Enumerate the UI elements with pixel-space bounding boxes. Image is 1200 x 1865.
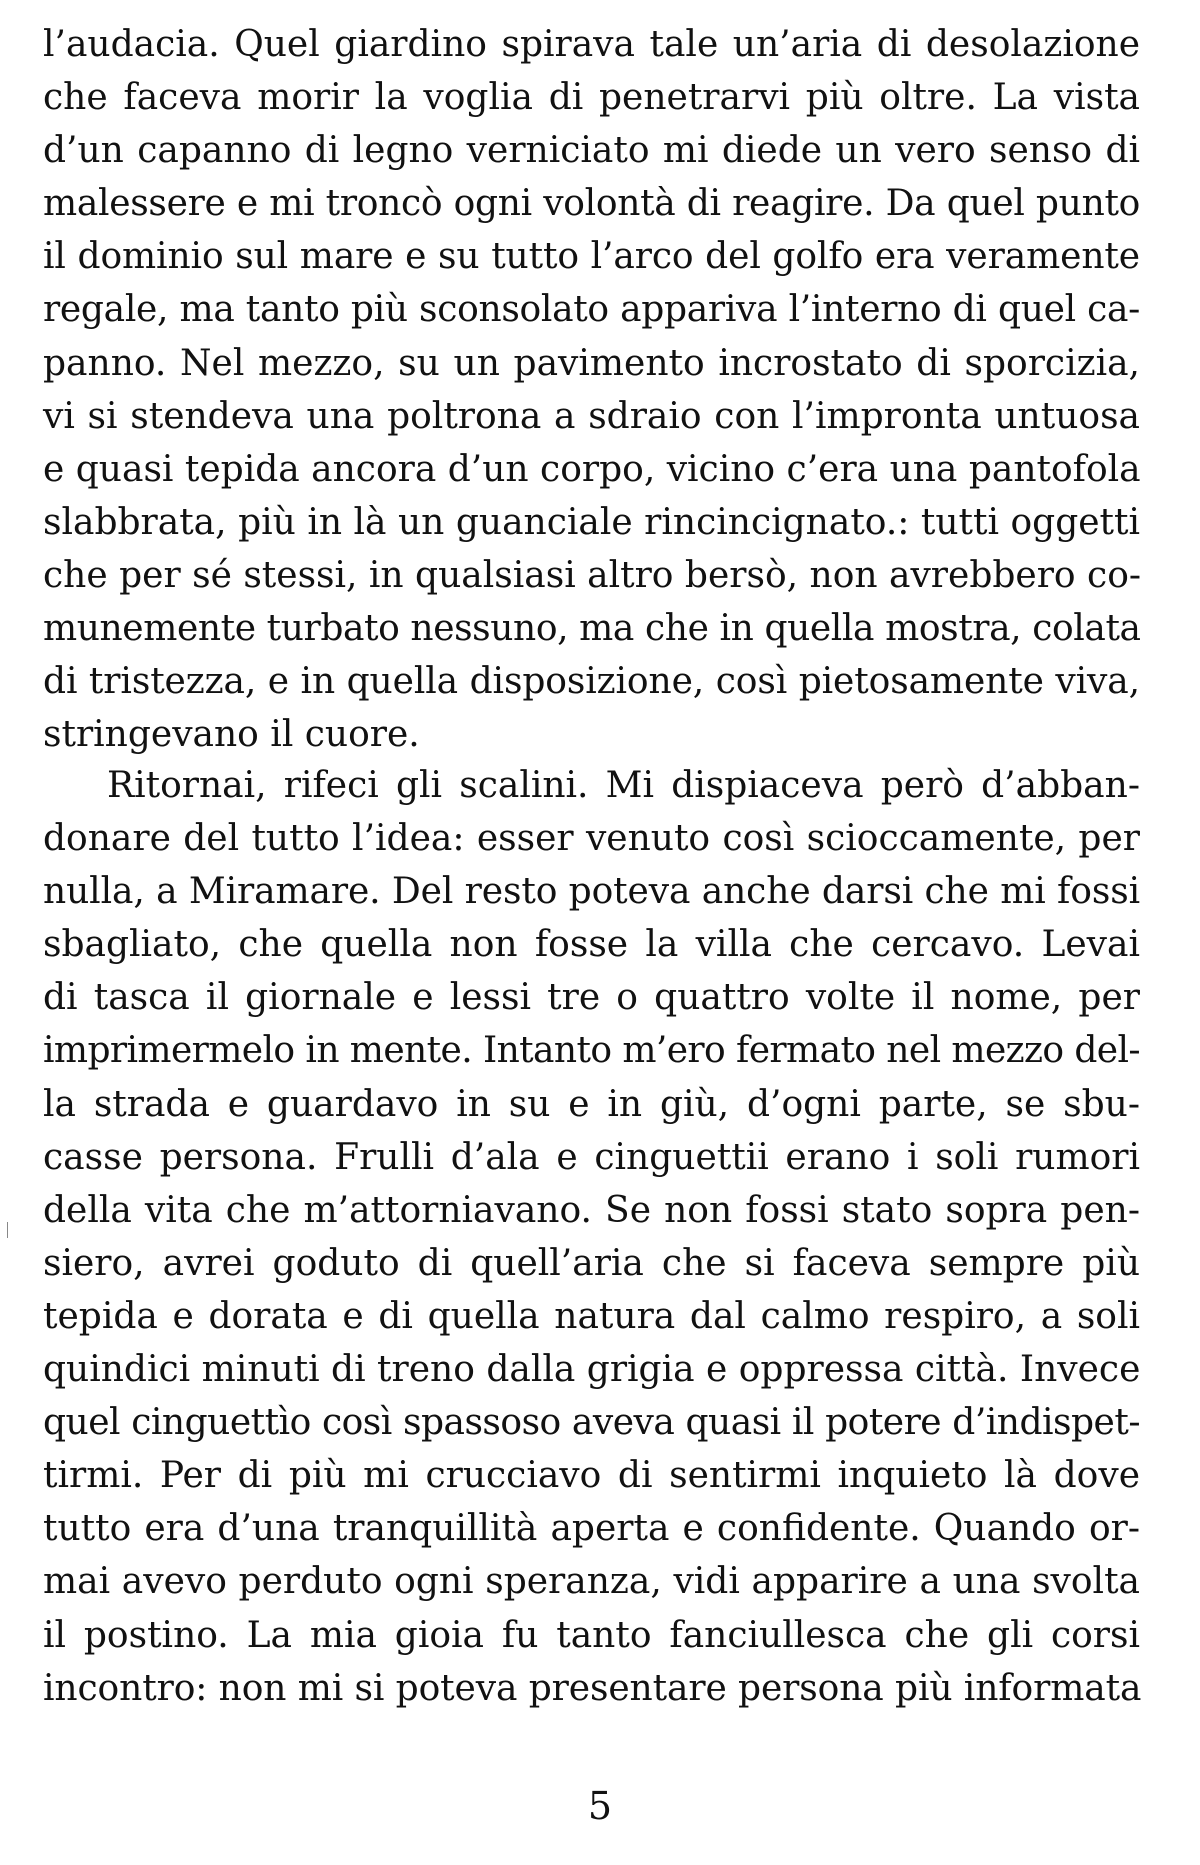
text-line: quindici minuti di treno dalla grigia e oppressa città. Invece	[43, 1349, 1141, 1391]
text-line: tepida e dorata e di quella natura dal calmo respiro, a soli	[43, 1295, 1140, 1337]
text-line: regale, ma tanto più sconsolato appariva l’interno di quel ca-	[43, 289, 1140, 331]
text-line: della vita che m’attorniavano. Se non fossi stato sopra pen-	[43, 1189, 1140, 1231]
paragraph-1	[43, 18, 1140, 761]
text-line: panno. Nel mezzo, su un pavimento incrostato di sporcizia,	[43, 342, 1140, 384]
text-line: la strada e guardavo in su e in giù, d’ogni parte, se sbu-	[43, 1083, 1140, 1125]
text-line: d’un capanno di legno verniciato mi diede un vero senso di	[43, 130, 1140, 172]
text-line: tutto era d’una tranquillità aperta e confidente. Quando or-	[43, 1508, 1140, 1550]
text-line: che faceva morir la voglia di penetrarvi più oltre. La vista	[43, 77, 1140, 119]
text-line: casse persona. Frulli d’ala e cinguettii erano i soli rumori	[43, 1136, 1140, 1178]
text-line: stringevano il cuore.	[43, 714, 420, 756]
text-line: slabbrata, più in là un guanciale rincincignato.: tutti oggetti	[43, 501, 1140, 543]
text-line: incontro: non mi si poteva presentare persona più informata	[43, 1667, 1142, 1709]
text-line: tirmi. Per di più mi crucciavo di sentirmi inquieto là dove	[43, 1455, 1140, 1497]
text-line: donare del tutto l’idea: esser venuto così scioccamente, per	[43, 818, 1140, 860]
text-line: che per sé stessi, in qualsiasi altro bersò, non avrebbero co-	[43, 554, 1142, 596]
text-line: nulla, a Miramare. Del resto poteva anche darsi che mi fossi	[43, 871, 1140, 913]
text-line: mai avevo perduto ogni speranza, vidi apparire a una svolta	[43, 1561, 1140, 1603]
paragraph-2	[43, 759, 1140, 1715]
text-line: Ritornai, rifeci gli scalini. Mi dispiaceva però d’abban-	[107, 765, 1140, 806]
text-line: l’audacia. Quel giardino spirava tale un’aria di desolazione	[43, 24, 1140, 65]
text-line: e quasi tepida ancora d’un corpo, vicino c’era una pantofola	[43, 448, 1141, 490]
text-line: imprimermelo in mente. Intanto m’ero fermato nel mezzo del-	[43, 1030, 1140, 1072]
text-line: il dominio sul mare e su tutto l’arco del golfo era veramente	[43, 236, 1140, 278]
text-line: malessere e mi troncò ogni volontà di reagire. Da quel punto	[43, 183, 1140, 225]
text-line: quel cinguettìo così spassoso aveva quasi il potere d’indispet-	[43, 1402, 1140, 1444]
text-line: di tasca il giornale e lessi tre o quattro volte il nome, per	[43, 977, 1140, 1019]
text-line: siero, avrei goduto di quell’aria che si faceva sempre più	[43, 1242, 1140, 1284]
page-number: 5	[587, 1784, 613, 1828]
text-line: vi si stendeva una poltrona a sdraio con l’impronta untuosa	[43, 395, 1140, 437]
margin-mark	[7, 1222, 8, 1238]
text-line: il postino. La mia gioia fu tanto fanciullesca che gli corsi	[43, 1614, 1140, 1656]
text-line: sbagliato, che quella non fosse la villa che cercavo. Levai	[43, 924, 1140, 966]
text-line: di tristezza, e in quella disposizione, così pietosamente viva,	[43, 661, 1140, 703]
text-line: munemente turbato nessuno, ma che in quella mostra, colata	[43, 608, 1141, 650]
